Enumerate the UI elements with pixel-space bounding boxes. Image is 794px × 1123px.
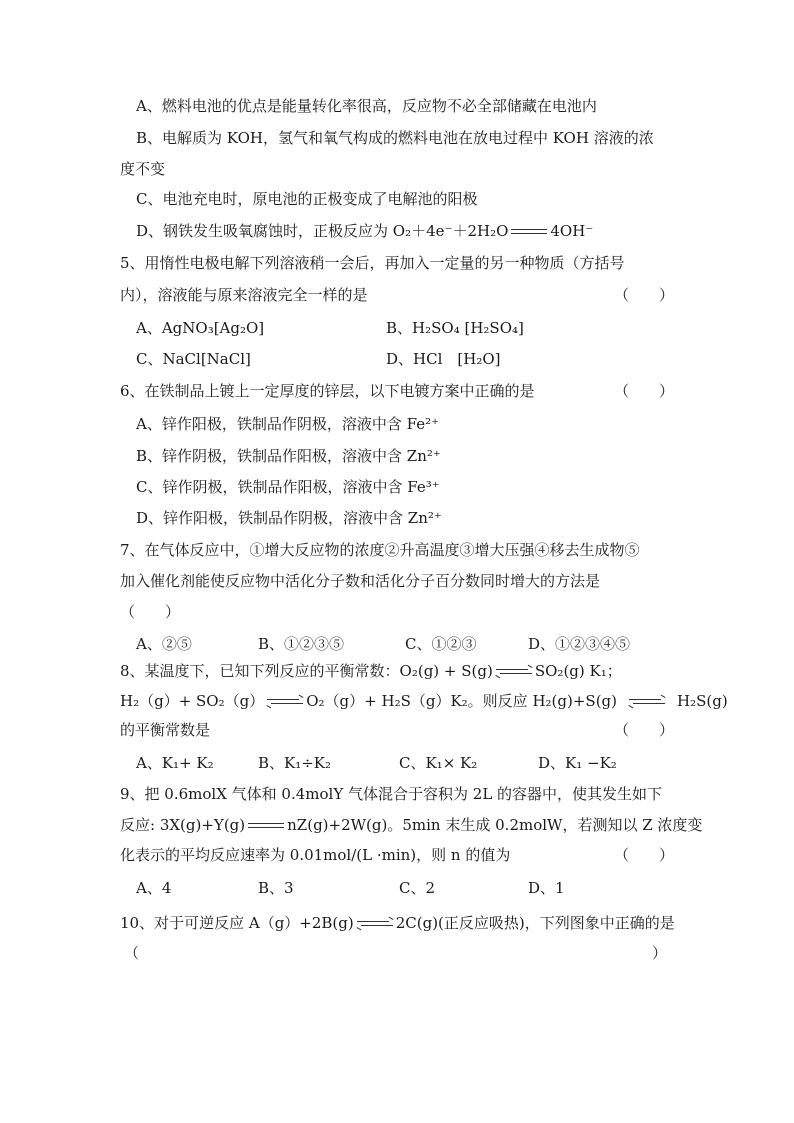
q5-option-c: C、NaCl[NaCl] [136,350,251,368]
q6-answer-blank: （ ） [614,382,675,400]
q8-stem-line2-part1: H₂（g）+ SO₂（g） [120,692,265,710]
q9-stem-line3: 化表示的平均反应速率为 0.01mol/(L ·min)，则 n 的值为 [120,846,511,864]
q5-stem-line1: 5、用惰性电极电解下列溶液稍一会后，再加入一定量的另一种物质（方括号 [120,254,625,272]
q7-option-a: A、②⑤ [136,635,192,653]
q9-option-b: B、3 [258,879,294,897]
q7-stem-line2: 加入催化剂能使反应物中活化分子数和活化分子百分数同时增大的方法是 [120,572,601,590]
q4-option-a: A、燃料电池的优点是能量转化率很高，反应物不必全部储藏在电池内 [136,97,597,115]
q9-stem-line1: 9、把 0.6molX 气体和 0.4molY 气体混合于容积为 2L 的容器中，使其发生如下 [120,785,663,803]
q5-stem-line2: 内），溶液能与原来溶液完全一样的是 [120,286,368,304]
q5-option-a: A、AgNO₃[Ag₂O] [136,319,265,337]
q10-answer-blank-close: ） [652,944,668,962]
q9-stem-line2-right: nZ(g)+2W(g)。5min 末生成 0.2molW，若测知以 Z 浓度变 [287,816,703,834]
q8-answer-blank: （ ） [614,721,675,739]
q6-option-b: B、锌作阴极，铁制品作阳极，溶液中含 Zn²⁺ [136,447,441,465]
reversible-arrow-icon [357,919,393,929]
q5-answer-blank: （ ） [614,286,675,304]
q10-stem-left: 10、对于可逆反应 A（g）+2B(g) [120,914,354,932]
q4-option-d [136,221,593,241]
q4-option-b-line2: 度不变 [120,160,166,178]
q8-option-c: C、K₁× K₂ [399,754,478,772]
q8-stem-line2-part2: O₂（g）+ H₂S（g）K₂。则反应 H₂(g)+S(g) [306,692,617,710]
q8-option-a: A、K₁+ K₂ [136,754,214,772]
q8-option-b: B、K₁÷K₂ [258,754,332,772]
q8-stem-line2-part3: H₂S(g) [677,692,728,710]
equilibrium-arrow-icon [248,822,284,830]
reversible-arrow-icon [496,667,532,677]
q8-stem-line2 [120,691,728,711]
q7-option-b: B、①②③⑤ [258,635,345,653]
q9-answer-blank: （ ） [614,846,675,864]
q7-option-d: D、①②③④⑤ [528,635,631,653]
q8-stem-line3: 的平衡常数是 [120,721,211,739]
q4-option-d-right: 4OH⁻ [550,222,594,240]
q4-option-c: C、电池充电时，原电池的正极变成了电解池的阳极 [136,190,478,208]
q9-stem-line2 [120,815,702,835]
q6-stem: 6、在铁制品上镀上一定厚度的锌层，以下电镀方案中正确的是 [120,382,535,400]
q9-stem-line2-left: 反应: 3X(g)+Y(g) [120,816,246,834]
q9-option-a: A、4 [136,879,172,897]
q10-stem [120,913,675,933]
q4-option-b-line1: B、电解质为 KOH，氢气和氧气构成的燃料电池在放电过程中 KOH 溶液的浓 [136,129,654,147]
q8-stem-line1-left: 8、某温度下，已知下列反应的平衡常数：O₂(g) + S(g) [120,662,493,680]
q10-stem-right: 2C(g)(正反应吸热)，下列图象中正确的是 [395,914,675,932]
q6-option-a: A、锌作阳极，铁制品作阴极，溶液中含 Fe²⁺ [136,415,439,433]
q4-option-d-left: D、钢铁发生吸氧腐蚀时，正极反应为 O₂＋4e⁻＋2H₂O [136,222,509,240]
q6-option-d: D、锌作阳极，铁制品作阴极，溶液中含 Zn²⁺ [136,509,442,527]
q5-option-b: B、H₂SO₄ [H₂SO₄] [386,319,524,337]
q8-option-d: D、K₁ −K₂ [538,754,617,772]
reversible-arrow-icon [267,697,303,707]
q7-answer-blank: （ ） [120,603,181,621]
q9-option-d: D、1 [528,879,565,897]
q7-option-c: C、①②③ [405,635,477,653]
q7-stem-line1: 7、在气体反应中，①增大反应物的浓度②升高温度③增大压强④移去生成物⑤ [120,541,640,559]
reversible-arrow-icon [629,697,665,707]
q8-stem-line1-right: SO₂(g) K₁； [534,662,622,680]
q9-option-c: C、2 [399,879,436,897]
q10-answer-blank-open: （ [124,944,140,962]
equals-sign-icon [511,228,547,236]
q8-stem-line1 [120,661,622,681]
q6-option-c: C、锌作阴极，铁制品作阳极，溶液中含 Fe³⁺ [136,478,440,496]
q5-option-d: D、HCl [H₂O] [386,350,501,368]
